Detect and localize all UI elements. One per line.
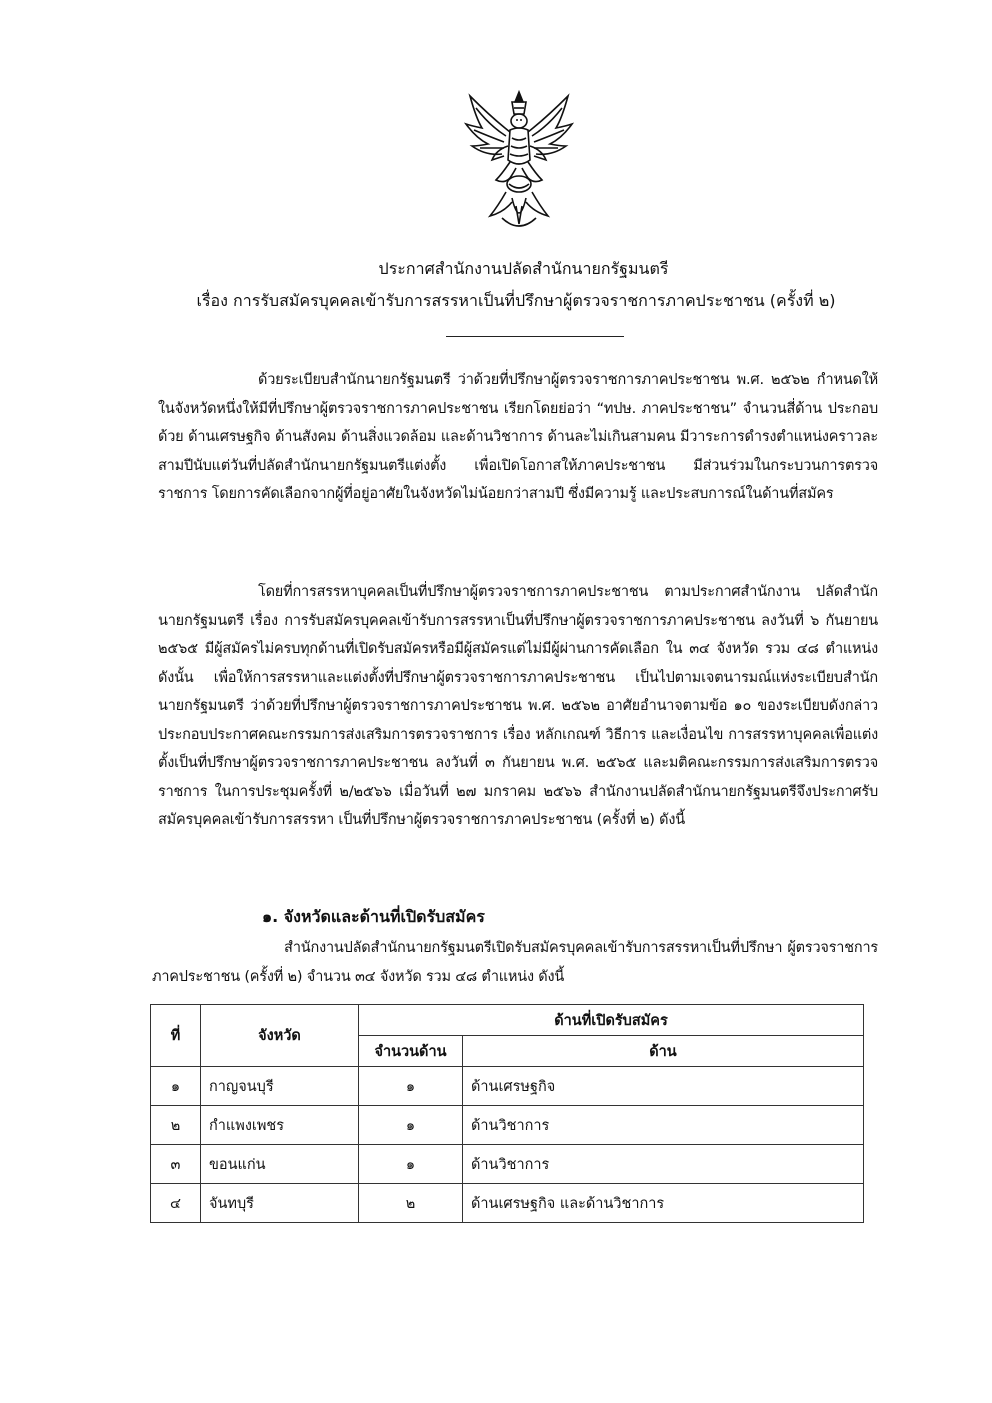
row-no: ๔ [151, 1184, 201, 1223]
row-aspect: ด้านวิชาการ [463, 1145, 864, 1184]
row-no: ๑ [151, 1067, 201, 1106]
announcement-title: ประกาศสำนักงานปลัดสำนักนายกรัฐมนตรี [378, 259, 669, 278]
row-count: ๑ [359, 1106, 463, 1145]
table-row [151, 1184, 864, 1223]
paragraph-recruitment: โดยที่การสรรหาบุคคลเป็นที่ปรึกษาผู้ตรวจราชการภาคประชาชน ตามประกาศสำนักงาน ปลัดสำนักนายกรัฐมนตรี เรื่อง การรับสมัครบุคคลเข้ารับการสรรหาเป็นที่ปรึกษาผู้ตรวจราชการภาคประชาชน ลงวันที่ ๖ กันยายน ๒๕๖๕ มีผู้สมัครไม่ครบทุกด้านที่เปิดรับสมัครหรือมีผู้สมัครแต่ไม่มีผู้ผ่านการคัดเลือก ใน ๓๔ จังหวัด รวม ๔๘ ตำแหน่ง ดังนั้น เพื่อให้การสรรหาและแต่งตั้งที่ปรึกษาผู้ตรวจราชการภาคประชาชน เป็นไปตามเจตนารมณ์แห่งระเบียบสำนักนายกรัฐมนตรี ว่าด้วยที่ปรึกษาผู้ตรวจราชการภาคประชาชน พ.ศ. ๒๕๖๒ อาศัยอำนาจตามข้อ ๑๐ ของระเบียบดังกล่าว ประกอบประกาศคณะกรรมการส่งเสริมการตรวจราชการ เรื่อง หลักเกณฑ์ วิธีการ และเงื่อนไข การสรรหาบุคคลเพื่อแต่งตั้งเป็นที่ปรึกษาผู้ตรวจราชการภาคประชาชน ลงวันที่ ๓ กันยายน พ.ศ. ๒๕๖๕ และมติคณะกรรมการส่งเสริมการตรวจราชการ ในการประชุมครั้งที่ ๒/๒๕๖๖ เมื่อวันที่ ๒๗ มกราคม ๒๕๖๖ สำนักงานปลัดสำนักนายกรัฐมนตรีจึงประกาศรับสมัครบุคคลเข้ารับการสรรหา เป็นที่ปรึกษาผู้ตรวจราชการภาคประชาชน (ครั้งที่ ๒) ดังนี้ [158, 584, 878, 828]
header-count: จำนวนด้าน [359, 1036, 463, 1067]
row-no: ๒ [151, 1106, 201, 1145]
table-row [151, 1067, 864, 1106]
header-aspects-open: ด้านที่เปิดรับสมัคร [359, 1005, 864, 1036]
row-aspect: ด้านเศรษฐกิจ และด้านวิชาการ [463, 1184, 864, 1223]
announcement-subject: เรื่อง การรับสมัครบุคคลเข้ารับการสรรหาเป็นที่ปรึกษาผู้ตรวจราชการภาคประชาชน (ครั้งที่ ๒) [196, 291, 836, 310]
row-province: กาญจนบุรี [201, 1067, 359, 1106]
table-row [151, 1106, 864, 1145]
header-no: ที่ [151, 1005, 201, 1067]
row-count: ๑ [359, 1067, 463, 1106]
province-table [150, 1004, 864, 1223]
row-province: กำแพงเพชร [201, 1106, 359, 1145]
table-header-row [151, 1005, 864, 1036]
row-count: ๑ [359, 1145, 463, 1184]
row-count: ๒ [359, 1184, 463, 1223]
section-text: สำนักงานปลัดสำนักนายกรัฐมนตรีเปิดรับสมัครบุคคลเข้ารับการสรรหาเป็นที่ปรึกษา ผู้ตรวจราชการภาคประชาชน (ครั้งที่ ๒) จำนวน ๓๔ จังหวัด รวม ๔๘ ตำแหน่ง ดังนี้ [152, 940, 878, 985]
garuda-emblem-icon [462, 88, 576, 234]
title-divider [446, 336, 624, 337]
section-heading: ๑. จังหวัดและด้านที่เปิดรับสมัคร [262, 907, 485, 926]
row-no: ๓ [151, 1145, 201, 1184]
row-aspect: ด้านเศรษฐกิจ [463, 1067, 864, 1106]
row-aspect: ด้านวิชาการ [463, 1106, 864, 1145]
row-province: จันทบุรี [201, 1184, 359, 1223]
header-aspect: ด้าน [463, 1036, 864, 1067]
row-province: ขอนแก่น [201, 1145, 359, 1184]
table-row [151, 1145, 864, 1184]
paragraph-regulation: ด้วยระเบียบสำนักนายกรัฐมนตรี ว่าด้วยที่ปรึกษาผู้ตรวจราชการภาคประชาชน พ.ศ. ๒๕๖๒ กำหนดให้ ในจังหวัดหนึ่งให้มีที่ปรึกษาผู้ตรวจราชการภาคประชาชน เรียกโดยย่อว่า “ทปษ. ภาคประชาชน” จำนวนสี่ด้าน ประกอบด้วย ด้านเศรษฐกิจ ด้านสังคม ด้านสิ่งแวดล้อม และด้านวิชาการ ด้านละไม่เกินสามคน มีวาระการดำรงตำแหน่งคราวละสามปีนับแต่วันที่ปลัดสำนักนายกรัฐมนตรีแต่งตั้ง เพื่อเปิดโอกาสให้ภาคประชาชน มีส่วนร่วมในกระบวนการตรวจราชการ โดยการคัดเลือกจากผู้ที่อยู่อาศัยในจังหวัดไม่น้อยกว่าสามปี ซึ่งมีความรู้ และประสบการณ์ในด้านที่สมัคร [158, 372, 878, 502]
header-province: จังหวัด [201, 1005, 359, 1067]
